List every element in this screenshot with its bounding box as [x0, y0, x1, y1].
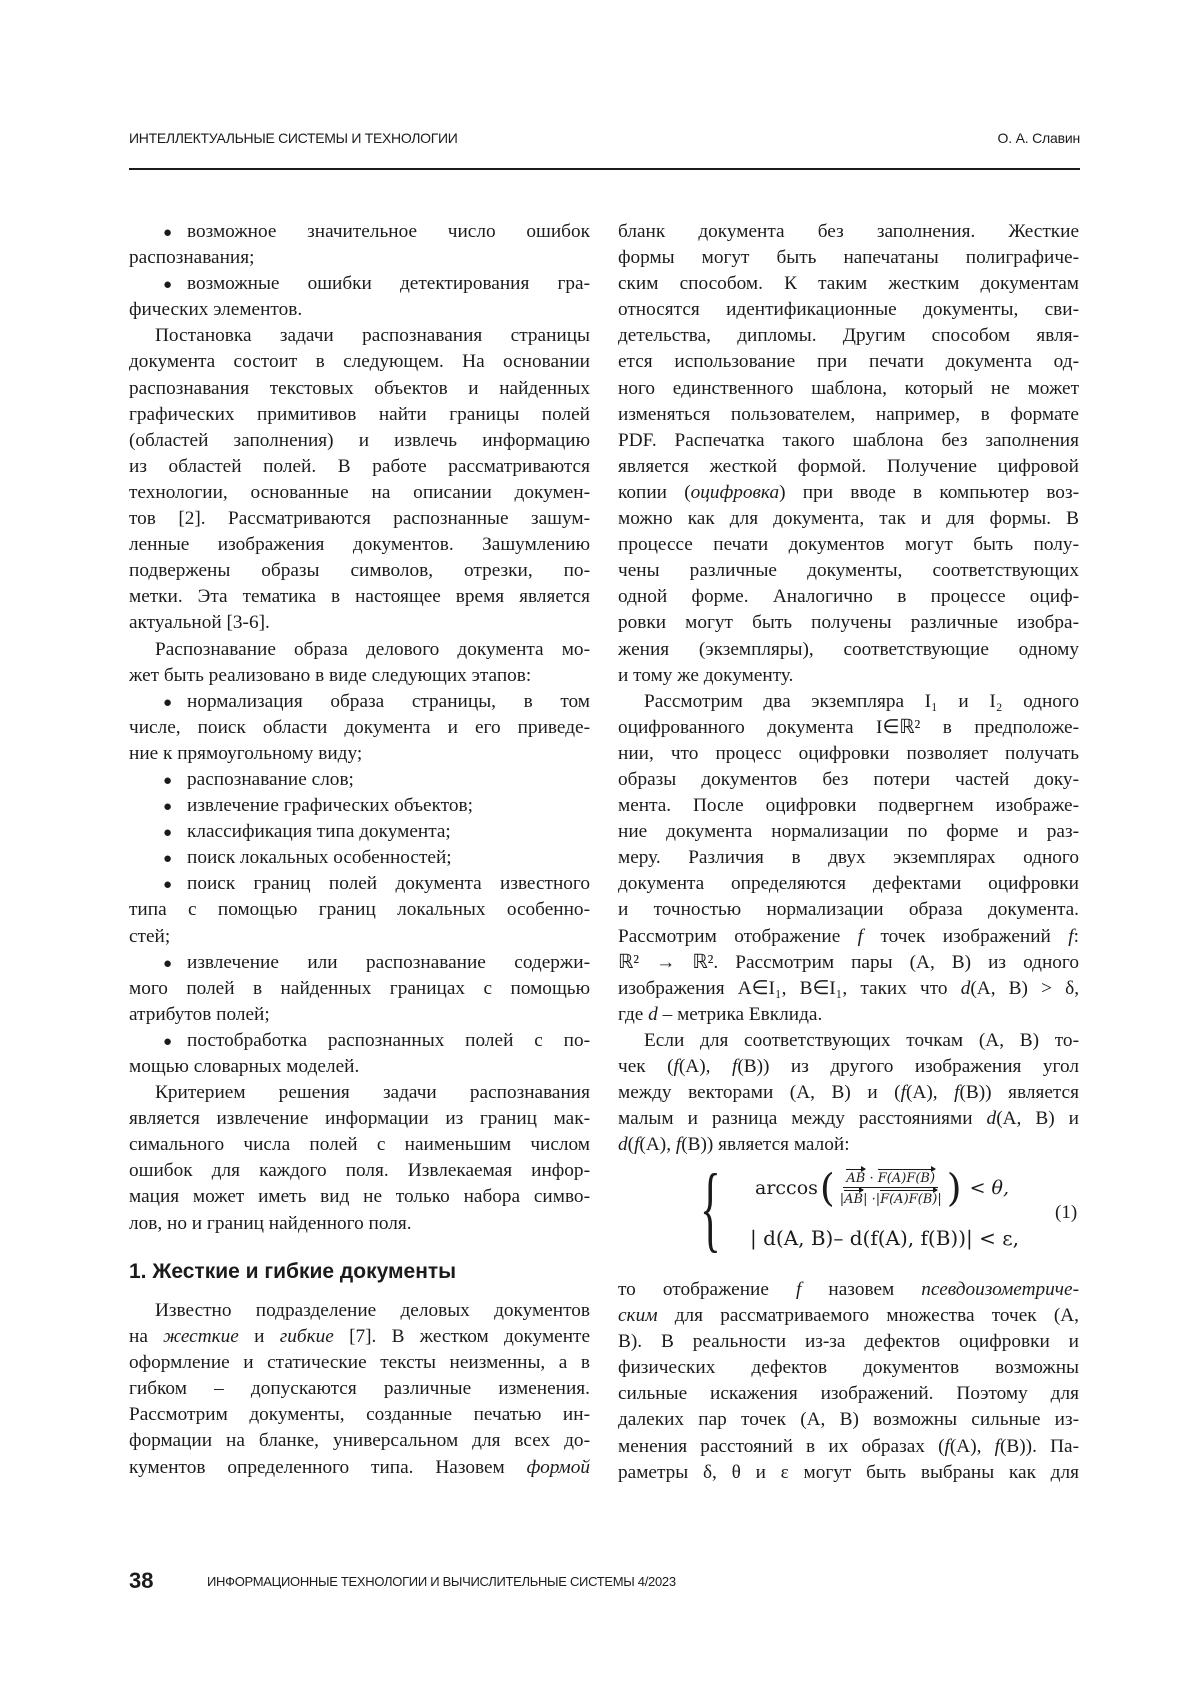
- vector-ab: AB: [846, 1169, 865, 1186]
- italic-term: формой: [527, 1457, 590, 1478]
- italic-term: f: [945, 1436, 950, 1457]
- header-divider: [129, 168, 1080, 170]
- text-line: [618, 558, 1079, 584]
- text-line: [129, 924, 590, 950]
- text-segment: Известно подразделение деловых документов: [155, 1300, 590, 1321]
- text-segment: малым и разница между расстояниями: [618, 1108, 987, 1129]
- text-line: [618, 1080, 1079, 1106]
- text-line: [618, 506, 1079, 532]
- dot-operator: ·: [865, 1171, 877, 1186]
- italic-term: f: [796, 1279, 801, 1300]
- text-line: [618, 1434, 1079, 1460]
- text-line: [129, 402, 590, 428]
- text-segment: одной форме. Аналогично в процессе оциф-: [618, 586, 1079, 607]
- text-segment: ние к прямоугольному виду;: [129, 743, 362, 764]
- text-line: [618, 845, 1079, 871]
- text-segment: распознавание слов;: [187, 769, 354, 790]
- text-segment: (B)) является малой:: [681, 1134, 849, 1155]
- text-line: [618, 1329, 1079, 1355]
- text-line: [618, 480, 1079, 506]
- text-segment: симального числа полей с наименьшим числом: [129, 1134, 590, 1155]
- text-line: [129, 897, 590, 923]
- text-segment: детельства, дипломы. Другим способом явля-: [618, 325, 1079, 346]
- text-segment: [7]. В жестком документе: [334, 1326, 590, 1347]
- text-segment: кументов определенного типа. Назовем: [129, 1457, 527, 1478]
- text-segment: актуальной [3-6].: [129, 612, 270, 633]
- text-line: [618, 715, 1079, 741]
- equation-number: (1): [1055, 1202, 1077, 1224]
- text-line: [129, 1211, 590, 1237]
- text-segment: мощью словарных моделей.: [129, 1056, 359, 1077]
- text-segment: извлечение или распознавание содержи-: [187, 952, 590, 973]
- text-line: [129, 558, 590, 584]
- text-segment: (B)) является: [959, 1082, 1079, 1103]
- text-segment: (: [628, 1134, 634, 1155]
- text-segment: поиск границ полей документа известного: [187, 873, 590, 894]
- text-segment: между векторами (A, B) и (: [618, 1082, 901, 1103]
- equation-row-distance: | d(A, B)– d(f(A), f(B))| < ε,: [750, 1226, 1019, 1250]
- text-line: [129, 349, 590, 375]
- bullet-icon: ●: [163, 690, 187, 715]
- text-segment: является жесткой формой. Получение цифровой: [618, 456, 1079, 477]
- text-line: [129, 950, 590, 976]
- text-segment: ровки могут быть получены различные изобра-: [618, 612, 1079, 633]
- text-segment: тов [2]. Рассматриваются распознанные зашум-: [129, 508, 590, 529]
- text-line: [129, 1402, 590, 1428]
- text-line: [618, 897, 1079, 923]
- running-header-author: О. А. Славин: [998, 130, 1080, 146]
- text-segment: ским способом. К таким жестким документам: [618, 273, 1079, 294]
- text-segment: на: [129, 1326, 163, 1347]
- text-line: [129, 1428, 590, 1454]
- italic-term: d: [648, 1004, 658, 1025]
- text-line: [129, 1054, 590, 1080]
- italic-term: d: [987, 1108, 997, 1129]
- fraction-denominator: [837, 1188, 945, 1207]
- text-segment: где: [618, 1004, 648, 1025]
- text-segment: изменяться пользователем, например, в формате: [618, 404, 1079, 425]
- text-segment: Распознавание образа делового документа мо-: [155, 639, 590, 660]
- text-line: [129, 741, 590, 767]
- italic-term: f: [954, 1082, 959, 1103]
- text-segment: документа определяются дефектами оцифровки: [618, 873, 1079, 894]
- text-line: [618, 976, 1079, 1002]
- text-segment: относятся идентификационные документы, сви-: [618, 299, 1079, 320]
- text-line: [129, 1324, 590, 1350]
- text-line: [618, 950, 1079, 976]
- equation-row-angle: [755, 1168, 1009, 1208]
- text-segment: Постановка задачи распознавания страницы: [155, 325, 590, 346]
- arccos-function: arccos: [755, 1177, 818, 1199]
- text-segment: (A),: [950, 1436, 995, 1457]
- page-number: 38: [129, 1568, 153, 1594]
- text-line: [129, 532, 590, 558]
- text-line: [618, 532, 1079, 558]
- text-segment: распознавания;: [129, 247, 254, 268]
- text-line: [129, 1028, 590, 1054]
- text-segment: нормализация образа страницы, в том: [187, 691, 590, 712]
- text-segment: (A),: [679, 1056, 732, 1077]
- italic-term: f: [858, 926, 863, 947]
- vector-fafb: F(A)F(B): [878, 1169, 935, 1186]
- text-segment: и тому же документу.: [618, 665, 793, 686]
- text-segment: жет быть реализовано в виде следующих этапов:: [129, 665, 531, 686]
- text-line: [129, 506, 590, 532]
- text-segment: меру. Различия в двух экземплярах одного: [618, 847, 1079, 868]
- italic-term: f: [1068, 926, 1073, 947]
- text-line: [618, 610, 1079, 636]
- text-line: [129, 845, 590, 871]
- text-segment: является извлечение информации из границ мак-: [129, 1108, 590, 1129]
- text-segment: мация может иметь вид не только набора симво-: [129, 1186, 590, 1207]
- bullet-icon: ●: [163, 846, 187, 871]
- italic-term: f: [674, 1056, 679, 1077]
- text-line: [129, 1080, 590, 1106]
- text-segment: нии, что процесс оцифровки позволяет получать: [618, 743, 1079, 764]
- fraction: [837, 1169, 945, 1207]
- text-segment: формы могут быть напечатаны полиграфиче-: [618, 247, 1079, 268]
- text-segment: ℝ² → ℝ². Рассмотрим пары (A, B) из одного: [618, 952, 1079, 973]
- text-segment: мого полей в найденных границах с помощью: [129, 978, 590, 999]
- text-line: [618, 1002, 1079, 1028]
- text-line: [618, 1460, 1079, 1486]
- text-line: [618, 1054, 1079, 1080]
- text-line: [618, 402, 1079, 428]
- text-segment: возможное значительное число ошибок: [187, 221, 590, 242]
- text-segment: классификация типа документа;: [187, 821, 451, 842]
- italic-term: f: [901, 1082, 906, 1103]
- bullet-icon: ●: [163, 951, 187, 976]
- text-segment: формации на бланке, универсальном для всех до-: [129, 1430, 590, 1451]
- bullet-icon: ●: [163, 794, 187, 819]
- abs-bar: |: [840, 1192, 844, 1207]
- bullet-icon: ●: [163, 872, 187, 897]
- text-line: [618, 454, 1079, 480]
- text-line: [618, 689, 1079, 715]
- italic-term: гибкие: [280, 1326, 334, 1347]
- text-line: [129, 454, 590, 480]
- text-segment: документа состоит в следующем. На основании: [129, 351, 590, 372]
- text-segment: возможные ошибки детектирования гра-: [187, 273, 590, 294]
- text-line: [618, 323, 1079, 349]
- text-line: [618, 349, 1079, 375]
- text-segment: поиск локальных особенностей;: [187, 847, 452, 868]
- text-line: [129, 428, 590, 454]
- text-segment: Критерием решения задачи распознавания: [155, 1082, 590, 1103]
- text-line: [129, 271, 590, 297]
- text-segment: и: [239, 1326, 280, 1347]
- text-line: [129, 1455, 590, 1481]
- text-segment: (A, B) > δ,: [970, 978, 1079, 999]
- close-paren: ): [947, 1168, 962, 1208]
- text-line: [618, 793, 1079, 819]
- text-line: [618, 271, 1079, 297]
- text-segment: далеких пар точек (A, B) возможны сильные из-: [618, 1409, 1079, 1430]
- text-segment: ние документа нормализации по форме и раз-: [618, 821, 1079, 842]
- open-paren: (: [820, 1168, 835, 1208]
- text-segment: изображения A∈I₁, B∈I₁, таких что: [618, 978, 961, 999]
- bullet-icon: ●: [163, 820, 187, 845]
- italic-term: f: [732, 1056, 737, 1077]
- text-segment: (A, B) и: [996, 1108, 1079, 1129]
- bullet-icon: ●: [163, 272, 187, 297]
- text-segment: технологии, основанные на описании докумен-: [129, 482, 590, 503]
- right-column-top: [618, 219, 1079, 1158]
- text-line: [618, 376, 1079, 402]
- text-segment: PDF. Распечатка такого шаблона без заполнения: [618, 430, 1079, 451]
- text-segment: точек изображений: [863, 926, 1068, 947]
- text-line: [129, 767, 590, 793]
- text-segment: Если для соответствующих точкам (A, B) то-: [644, 1030, 1079, 1051]
- italic-term: d: [618, 1134, 628, 1155]
- text-segment: ошибок для каждого поля. Извлекаемая инфор-: [129, 1160, 590, 1181]
- text-line: [129, 1002, 590, 1028]
- text-line: [618, 871, 1079, 897]
- right-column-bottom: [618, 1277, 1079, 1486]
- text-segment: чены различные документы, соответствующих: [618, 560, 1079, 581]
- text-segment: бланк документа без заполнения. Жесткие: [618, 221, 1079, 242]
- text-line: [618, 637, 1079, 663]
- text-line: [129, 245, 590, 271]
- text-line: [129, 715, 590, 741]
- text-segment: извлечение графических объектов;: [187, 795, 473, 816]
- text-line: [129, 219, 590, 245]
- text-segment: из областей полей. В работе рассматриваются: [129, 456, 590, 477]
- text-segment: :: [1074, 926, 1079, 947]
- italic-term: ским: [618, 1305, 658, 1326]
- text-segment: (A),: [639, 1134, 675, 1155]
- text-segment: ется использование при печати документа од-: [618, 351, 1079, 372]
- equation-1: [700, 1164, 1090, 1260]
- text-line: [618, 245, 1079, 271]
- left-column-bottom: [129, 1298, 590, 1481]
- italic-term: f: [676, 1134, 681, 1155]
- text-segment: распознавания текстовых объектов и найденных: [129, 378, 590, 399]
- text-segment: ного единственного шаблона, который не может: [618, 378, 1079, 399]
- text-segment: ленные изображения документов. Зашумлению: [129, 534, 590, 555]
- text-line: [129, 1350, 590, 1376]
- text-line: [129, 610, 590, 636]
- text-line: [129, 871, 590, 897]
- text-line: [129, 323, 590, 349]
- section-heading: 1. Жесткие и гибкие документы: [129, 1260, 456, 1284]
- text-segment: раметры δ, θ и ε могут быть выбраны как для: [618, 1462, 1079, 1483]
- angle-condition: < θ,: [970, 1177, 1009, 1199]
- text-segment: метки. Эта тематика в настоящее время является: [129, 586, 590, 607]
- running-header-section: ИНТЕЛЛЕКТУАЛЬНЫЕ СИСТЕМЫ И ТЕХНОЛОГИИ: [129, 130, 458, 146]
- text-segment: (A),: [906, 1082, 954, 1103]
- text-segment: менения расстояний в их образах (: [618, 1436, 945, 1457]
- text-segment: оцифрованного документа I∈ℝ² в предположе-: [618, 717, 1079, 738]
- text-segment: чек (: [618, 1056, 674, 1077]
- left-column-top: [129, 219, 590, 1237]
- text-line: [129, 1132, 590, 1158]
- vector-fafb: F(A)F(B): [880, 1190, 937, 1207]
- text-line: [129, 663, 590, 689]
- text-segment: физических дефектов документов возможны: [618, 1357, 1079, 1378]
- text-segment: сильные искажения изображений. Поэтому для: [618, 1383, 1079, 1404]
- text-line: [618, 584, 1079, 610]
- text-line: [618, 1106, 1079, 1132]
- text-line: [129, 976, 590, 1002]
- text-line: [618, 1303, 1079, 1329]
- text-segment: подвержены образы символов, отрезки, по-: [129, 560, 590, 581]
- text-segment: оформление и статические тексты неизменны, а в: [129, 1352, 590, 1373]
- italic-term: оцифровка: [691, 482, 779, 503]
- text-line: [618, 1277, 1079, 1303]
- bullet-icon: ●: [163, 220, 187, 245]
- text-segment: Рассмотрим документы, созданные печатью ин-: [129, 1404, 590, 1425]
- text-line: [618, 1355, 1079, 1381]
- text-line: [618, 428, 1079, 454]
- text-segment: жения (экземпляры), соответствующие одному: [618, 639, 1079, 660]
- text-line: [618, 1028, 1079, 1054]
- text-segment: назовем: [801, 1279, 921, 1300]
- text-segment: мента. После оцифровки подвергнем изображе-: [618, 795, 1079, 816]
- text-segment: (областей заполнения) и извлечь информацию: [129, 430, 590, 451]
- text-line: [129, 1298, 590, 1324]
- italic-term: d: [961, 978, 971, 999]
- text-line: [129, 480, 590, 506]
- text-line: [618, 1381, 1079, 1407]
- text-segment: для рассматриваемого множества точек (A,: [658, 1305, 1079, 1326]
- vector-ab: AB: [844, 1190, 863, 1207]
- text-line: [129, 1184, 590, 1210]
- text-line: [618, 924, 1079, 950]
- text-line: [129, 793, 590, 819]
- text-line: [129, 1376, 590, 1402]
- italic-term: f: [634, 1134, 639, 1155]
- text-line: [129, 297, 590, 323]
- text-segment: лов, но и границ найденного поля.: [129, 1213, 412, 1234]
- text-segment: Рассмотрим два экземпляра I₁ и I₂ одного: [644, 691, 1079, 712]
- text-line: [129, 819, 590, 845]
- italic-term: жесткие: [163, 1326, 239, 1347]
- text-segment: (B)) из другого изображения угол: [737, 1056, 1079, 1077]
- text-line: [129, 376, 590, 402]
- text-segment: (B)). Па-: [1000, 1436, 1079, 1457]
- text-segment: копии (: [618, 482, 691, 503]
- text-line: [618, 767, 1079, 793]
- text-segment: типа с помощью границ локальных особенно-: [129, 899, 590, 920]
- text-line: [618, 819, 1079, 845]
- text-segment: процессе печати документов могут быть полу-: [618, 534, 1079, 555]
- text-segment: и точностью нормализации образа документа.: [618, 899, 1079, 920]
- text-line: [129, 584, 590, 610]
- abs-bar: |: [937, 1192, 941, 1207]
- text-segment: атрибутов полей;: [129, 1004, 270, 1025]
- text-line: [618, 1132, 1079, 1158]
- text-line: [129, 1158, 590, 1184]
- text-segment: гибком – допускаются различные изменения.: [129, 1378, 590, 1399]
- left-brace: {: [700, 1158, 721, 1258]
- abs-product: | ·|: [863, 1192, 880, 1207]
- bullet-icon: ●: [163, 1029, 187, 1054]
- italic-term: псевдоизометриче-: [921, 1279, 1079, 1300]
- text-segment: фических элементов.: [129, 299, 302, 320]
- text-segment: постобработка распознанных полей с по-: [187, 1030, 590, 1051]
- text-segment: B). В реальности из-за дефектов оцифровки и: [618, 1331, 1079, 1352]
- text-line: [129, 1106, 590, 1132]
- text-line: [129, 689, 590, 715]
- text-segment: ) при вводе в компьютер воз-: [779, 482, 1079, 503]
- text-segment: Рассмотрим отображение: [618, 926, 858, 947]
- fraction-numerator: [843, 1169, 938, 1188]
- text-line: [618, 297, 1079, 323]
- text-line: [129, 637, 590, 663]
- text-segment: стей;: [129, 926, 170, 947]
- text-segment: числе, поиск области документа и его приведе-: [129, 717, 590, 738]
- text-line: [618, 663, 1079, 689]
- bullet-icon: ●: [163, 768, 187, 793]
- text-segment: можно как для документа, так и для формы. В: [618, 508, 1079, 529]
- text-line: [618, 219, 1079, 245]
- text-line: [618, 741, 1079, 767]
- italic-term: f: [995, 1436, 1000, 1457]
- text-segment: образы документов без потери частей доку-: [618, 769, 1079, 790]
- text-line: [618, 1407, 1079, 1433]
- text-segment: графических примитивов найти границы полей: [129, 404, 590, 425]
- text-segment: то отображение: [618, 1279, 796, 1300]
- text-segment: – метрика Евклида.: [658, 1004, 823, 1025]
- journal-title: ИНФОРМАЦИОННЫЕ ТЕХНОЛОГИИ И ВЫЧИСЛИТЕЛЬНЫЕ СИСТЕМЫ 4/2023: [207, 1574, 676, 1589]
